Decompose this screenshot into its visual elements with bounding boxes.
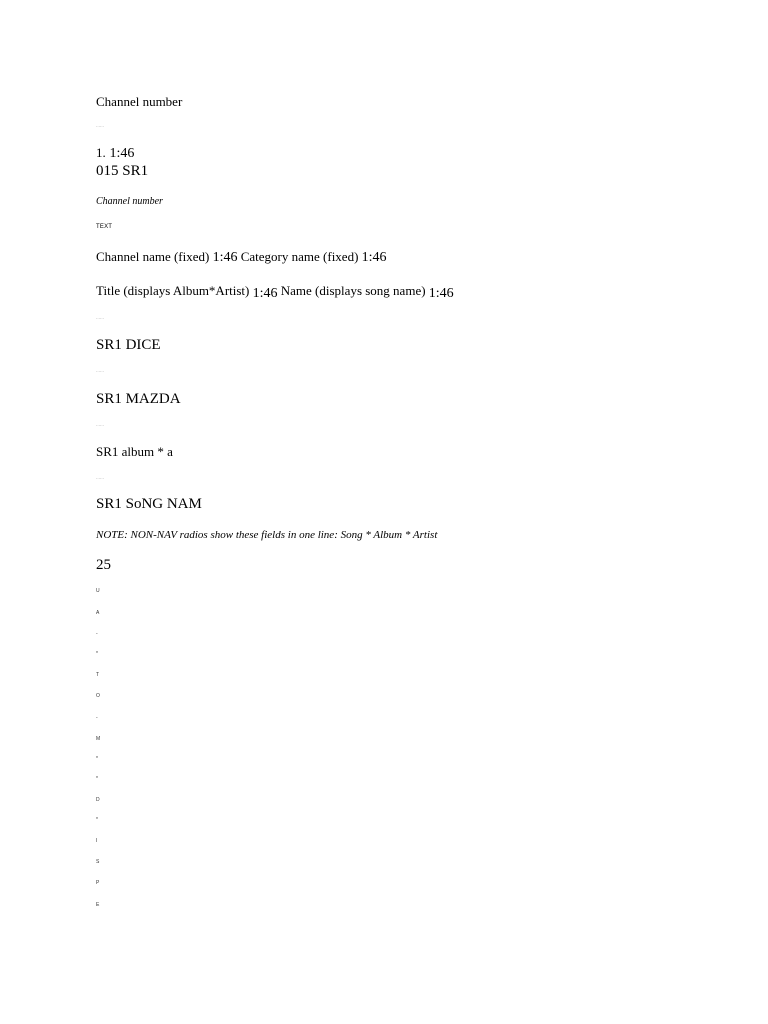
vertical-letter: O: [96, 693, 100, 699]
display-line-2: 015 SR1: [96, 163, 149, 179]
vertical-letter: *: [96, 817, 98, 823]
channel-number-heading: Channel number: [96, 94, 183, 109]
separator-dots: ……: [96, 475, 104, 480]
note-text: NOTE: NON-NAV radios show these fields in one line: Song * Album * Artist: [96, 529, 438, 541]
page-number: 25: [96, 557, 111, 573]
vertical-letter: P: [96, 880, 100, 886]
display-time: 1:46: [109, 146, 135, 161]
screen-3: SR1 album * a: [96, 444, 173, 459]
vertical-letter: S: [96, 859, 100, 865]
separator-dots: ……: [96, 368, 104, 373]
vertical-letter: I: [96, 838, 98, 844]
vertical-letter: A: [96, 610, 100, 616]
display-line-1: [96, 146, 134, 161]
time-3: 1:46: [252, 286, 278, 301]
vertical-letter: M: [96, 736, 101, 742]
screen-1: SR1 DICE: [96, 337, 161, 353]
time-2: 1:46: [361, 250, 387, 265]
separator-dots: ……: [96, 422, 104, 427]
vertical-letter: *: [96, 776, 98, 782]
vertical-letter: U: [96, 588, 100, 594]
category-name-field: Category name (fixed): [240, 249, 359, 264]
vertical-letter: -: [96, 715, 98, 721]
vertical-letter: *: [96, 651, 98, 657]
time-1: 1:46: [212, 250, 238, 265]
text-label: TEXT: [96, 224, 113, 230]
fields-line-1: [96, 250, 387, 265]
vertical-letter: -: [96, 631, 98, 637]
vertical-letter: T: [96, 672, 100, 678]
time-4: 1:46: [428, 286, 454, 301]
separator-dots: ……: [96, 315, 104, 320]
vertical-letter: D: [96, 797, 100, 803]
name-field: Name (displays song name): [280, 283, 426, 298]
screen-2: SR1 MAZDA: [96, 391, 181, 407]
title-field: Title (displays Album*Artist): [96, 283, 250, 298]
display-number: 1.: [96, 145, 106, 160]
channel-number-italic: Channel number: [96, 196, 163, 207]
fields-line-2: [96, 284, 454, 299]
vertical-letter: *: [96, 756, 98, 762]
screen-4: SR1 SoNG NAM: [96, 496, 202, 512]
vertical-letter: E: [96, 902, 100, 908]
separator-dots: ……: [96, 123, 104, 128]
channel-name-field: Channel name (fixed): [96, 249, 210, 264]
